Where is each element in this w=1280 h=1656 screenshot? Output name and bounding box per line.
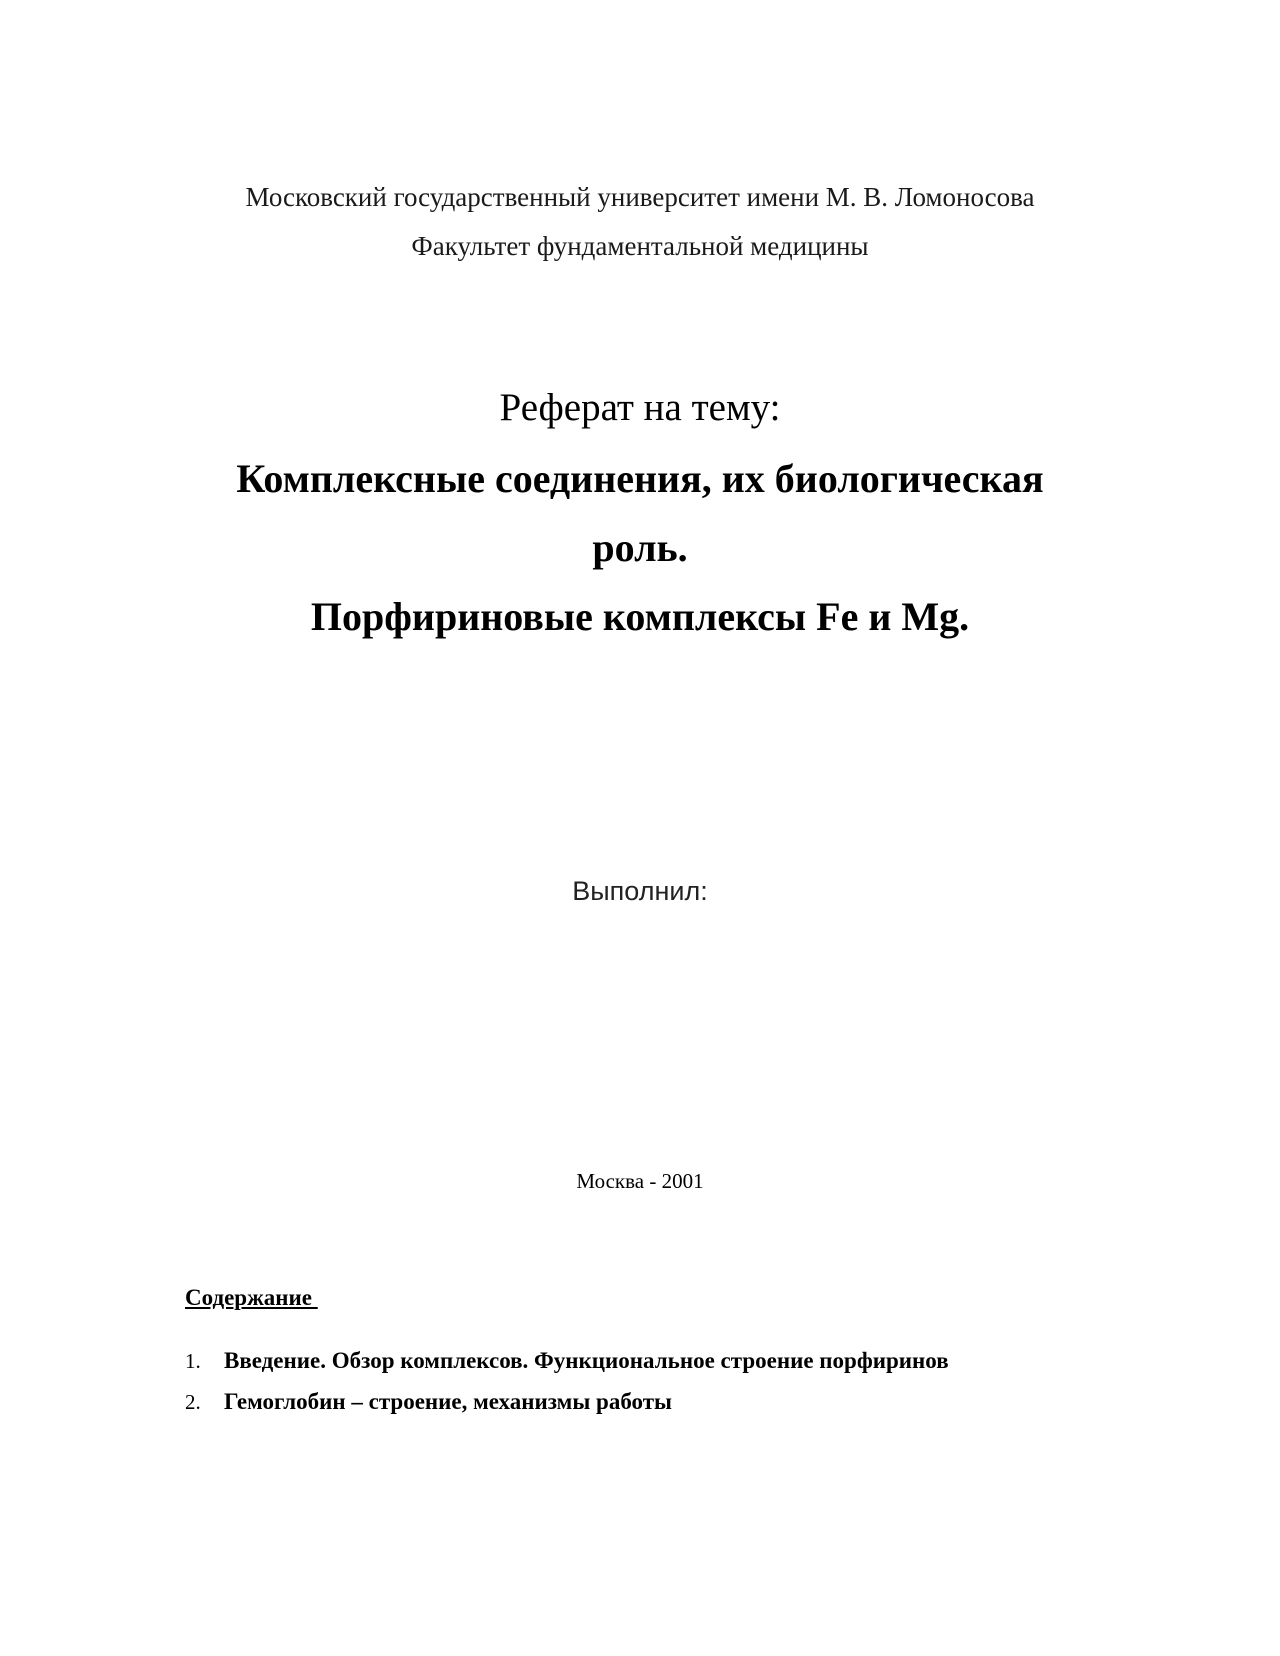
toc-item-number: 2.	[185, 1390, 201, 1414]
university-name: Московский государственный университет имени М. В. Ломоносова	[245, 182, 1035, 212]
toc-list	[185, 1348, 949, 1430]
toc-item	[185, 1348, 949, 1389]
toc-item-text: Введение. Обзор комплексов. Функциональное строение порфиринов	[224, 1348, 949, 1373]
city-year: Москва - 2001	[576, 1169, 704, 1193]
toc-heading: Содержание	[185, 1285, 318, 1310]
essay-title-line-3: Порфириновые комплексы Fe и Mg.	[310, 594, 970, 639]
faculty-name: Факультет фундаментальной медицины	[411, 231, 869, 261]
essay-title-line-1: Комплексные соединения, их биологическая	[236, 456, 1044, 501]
toc-item	[185, 1389, 949, 1430]
toc-item-text: Гемоглобин – строение, механизмы работы	[224, 1389, 672, 1414]
author-label: Выполнил:	[572, 876, 708, 906]
toc-item-number: 1.	[185, 1349, 201, 1373]
essay-title-line-2: роль.	[592, 525, 688, 570]
essay-label: Реферат на тему:	[499, 386, 781, 429]
